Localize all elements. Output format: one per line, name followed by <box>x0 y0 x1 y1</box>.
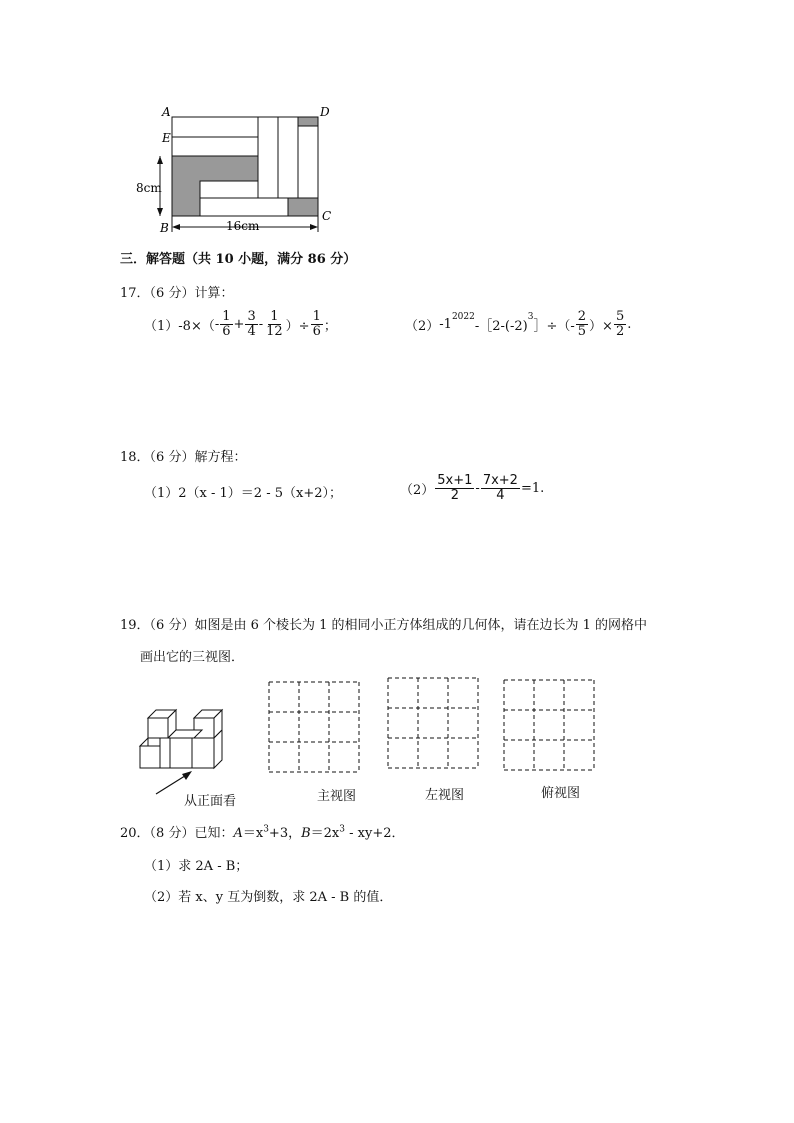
expr-B-rest: - xy+2． <box>345 826 405 841</box>
expr-end: =1. <box>520 480 545 496</box>
expr-mid: ）× <box>589 318 613 334</box>
fraction: $\frac{7x+2}{4}$ <box>482 473 518 503</box>
fraction: $\frac{1}{6}$ <box>222 309 231 339</box>
expr-A: ＝x <box>242 826 264 841</box>
question-17-part-2 <box>405 310 631 338</box>
question-18-header: 18．（6 分）解方程： <box>120 450 247 465</box>
left-view-label: 左视图 <box>425 788 465 803</box>
rectangle-figure <box>130 100 340 240</box>
question-17-header: 17．（6 分）计算： <box>120 286 234 301</box>
plus-sign: + <box>233 316 245 332</box>
front-view-grid <box>268 681 362 775</box>
expr-close: ）÷ <box>285 318 310 334</box>
expr-mid: -［2-(-2) <box>474 318 528 334</box>
point-C-label: C <box>322 209 332 223</box>
expr-A-rest: +3， <box>268 826 302 841</box>
question-18-part-1: （1）2（x - 1）＝2 - 5（x+2）； <box>144 486 342 501</box>
expr-lead: -1 <box>439 316 452 332</box>
exponent: 2022 <box>451 312 475 322</box>
point-D-label: D <box>320 105 330 119</box>
question-17-part-1 <box>144 310 337 338</box>
fraction: $\frac{1}{6}$ <box>312 309 321 339</box>
fraction: $\frac{5x+1}{2}$ <box>437 473 473 503</box>
question-19-line-1: 19．（6 分）如图是由 6 个棱长为 1 的相同小正方体组成的几何体，请在边长为 1 的网格中 <box>120 618 648 633</box>
var-B: B <box>301 826 311 841</box>
expr-B: ＝2x <box>310 826 340 841</box>
question-20-part-1: （1）求 2A - B； <box>144 859 249 874</box>
expr-mid: ］÷（- <box>533 318 575 334</box>
part-label: （2） <box>405 318 440 334</box>
part-label: （2） <box>400 482 435 498</box>
fraction: $\frac{2}{5}$ <box>577 309 587 339</box>
expr-lead: -8×（ <box>178 318 215 334</box>
fraction: $\frac{5}{2}$ <box>615 309 625 339</box>
section-title: 三．解答题（共 10 小题，满分 86 分） <box>120 252 357 267</box>
part-label: （1） <box>144 318 179 334</box>
minus-sign: - <box>258 316 264 332</box>
exponent: 3 <box>339 824 345 835</box>
sign: - <box>214 316 220 332</box>
point-B-label: B <box>160 221 169 235</box>
expr-end: ； <box>323 318 337 334</box>
point-E-label: E <box>162 131 171 145</box>
var-A: A <box>233 826 243 841</box>
left-view-grid <box>387 677 481 771</box>
fraction: $\frac{1}{12}$ <box>266 309 283 339</box>
question-20-prefix: 20．（8 分）已知： <box>120 826 234 841</box>
question-20-header <box>120 822 405 841</box>
view-direction-caption: 从正面看 <box>184 794 237 809</box>
top-view-label: 俯视图 <box>541 786 581 801</box>
question-19-line-2: 画出它的三视图． <box>140 650 245 665</box>
minus-sign: - <box>475 480 480 496</box>
exponent: 3 <box>527 312 534 322</box>
fraction: $\frac{3}{4}$ <box>247 309 256 339</box>
front-view-label: 主视图 <box>317 789 357 804</box>
question-18-part-2 <box>400 474 544 502</box>
question-20-part-2: （2）若 x、y 互为倒数，求 2A - B 的值． <box>144 890 393 905</box>
top-view-grid <box>503 679 597 773</box>
width-dimension-label: 16cm <box>226 219 260 233</box>
height-dimension-label: 8cm <box>136 181 162 195</box>
point-A-label: A <box>162 105 171 119</box>
expr-end: . <box>627 316 632 332</box>
exponent: 3 <box>263 824 269 835</box>
